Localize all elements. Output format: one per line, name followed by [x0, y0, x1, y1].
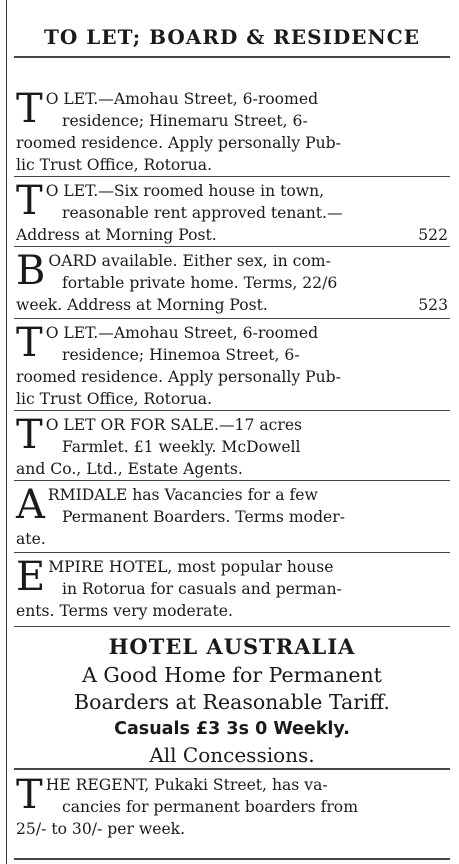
divider [14, 768, 450, 770]
ad-line: O LET.—Six roomed house in town, [45, 182, 325, 200]
hotel-australia-ad [14, 632, 450, 769]
ad-line: Address at Morning Post. [16, 226, 217, 244]
hotel-name: HOTEL AUSTRALIA [108, 634, 356, 659]
ad-reference-number: 522 [418, 226, 448, 244]
hotel-casuals-rate: Casuals £3 3s 0 Weekly. [114, 719, 350, 739]
classified-ad [16, 250, 448, 316]
ad-line: cancies for permanent boarders from [62, 798, 358, 816]
divider [14, 480, 450, 481]
divider [14, 56, 450, 58]
divider [14, 626, 450, 627]
ad-line: O LET OR FOR SALE.—17 acres [45, 416, 303, 434]
classified-ad [16, 180, 448, 246]
ad-line: residence; Hinemoa Street, 6- [62, 346, 300, 364]
ad-line: week. Address at Morning Post. [16, 296, 268, 314]
hotel-line: A Good Home for Permanent [82, 663, 382, 687]
drop-cap: E [16, 554, 46, 600]
drop-cap: A [16, 482, 45, 528]
classified-ad [16, 322, 448, 410]
ad-line: RMIDALE has Vacancies for a few [47, 486, 318, 504]
drop-cap: T [16, 86, 43, 132]
hotel-line: Boarders at Reasonable Tariff. [74, 690, 390, 714]
divider [14, 318, 450, 319]
ad-line: in Rotorua for casuals and perman- [62, 580, 342, 598]
classified-ad [16, 414, 448, 480]
divider [14, 410, 450, 411]
drop-cap: T [16, 178, 43, 224]
hotel-concessions: All Concessions. [149, 743, 315, 767]
ad-line: and Co., Ltd., Estate Agents. [16, 460, 243, 478]
ad-line: O LET.—Amohau Street, 6-roomed [45, 324, 319, 342]
ad-line: lic Trust Office, Rotorua. [16, 390, 213, 408]
ad-line: O LET.—Amohau Street, 6-roomed [45, 90, 319, 108]
ad-line: ents. Terms very moderate. [16, 602, 233, 620]
ad-line: fortable private home. Terms, 22/6 [62, 274, 338, 292]
ad-line: MPIRE HOTEL, most popular house [48, 558, 334, 576]
section-heading: TO LET; BOARD & RESIDENCE [44, 25, 420, 49]
ad-line: ate. [16, 530, 46, 548]
ad-line: Farmlet. £1 weekly. McDowell [62, 438, 301, 456]
drop-cap: T [16, 320, 43, 366]
divider [14, 552, 450, 553]
column-border [6, 0, 7, 864]
ad-line: Permanent Boarders. Terms moder- [62, 508, 346, 526]
ad-line: lic Trust Office, Rotorua. [16, 156, 213, 174]
divider [14, 176, 450, 177]
ad-line: OARD available. Either sex, in com- [48, 252, 331, 270]
classified-ad [16, 774, 448, 840]
classified-ad [16, 484, 448, 550]
classified-ad [16, 88, 448, 176]
ad-line: roomed residence. Apply personally Pub- [16, 134, 341, 152]
ad-line: residence; Hinemaru Street, 6- [62, 112, 308, 130]
ad-reference-number: 523 [418, 296, 448, 314]
drop-cap: B [16, 248, 46, 294]
divider [14, 246, 450, 247]
ad-line: HE REGENT, Pukaki Street, has va- [45, 776, 328, 794]
drop-cap: T [16, 772, 43, 818]
ad-line: roomed residence. Apply personally Pub- [16, 368, 341, 386]
ad-line: reasonable rent approved tenant.— [62, 204, 343, 222]
drop-cap: T [16, 412, 43, 458]
classified-ad [16, 556, 448, 622]
ad-line: 25/- to 30/- per week. [16, 820, 186, 838]
divider [14, 858, 450, 860]
